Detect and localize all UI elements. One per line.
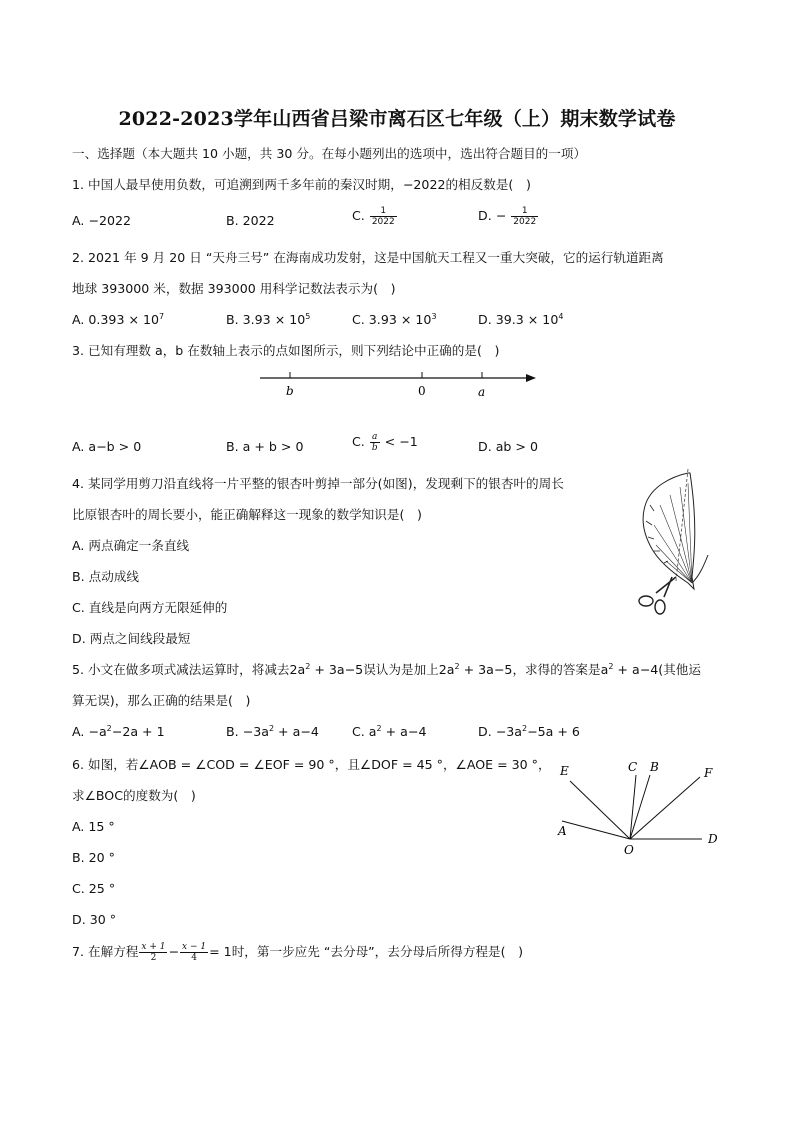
q5-sup2: 2 (454, 661, 460, 671)
q3-c-fraction (370, 432, 380, 453)
q2-line1: 2. 2021 年 9 月 20 日 “天舟三号” 在海南成功发射，这是中国航天工程又一重大突破，它的运行轨道距离 (72, 250, 664, 265)
q6-line1: 6. 如图，若∠AOB = ∠COD = ∠EOF = 90 °，且∠DOF = 45 °，∠AOE = 30 °， (72, 757, 551, 772)
q3-option-b: B. a + b > 0 (226, 439, 304, 454)
q1-option-d (478, 206, 539, 227)
q5-b-b: + a−4 (274, 724, 319, 739)
q5-d-a: D. −3a (478, 724, 522, 739)
q4-option-c: C. 直线是向两方无限延伸的 (72, 600, 228, 615)
q6-option-a: A. 15 ° (72, 819, 115, 834)
q5-l1c: + 3a−5，求得的答案是a (459, 662, 609, 677)
label-a: a (478, 385, 486, 399)
q5-b-a: B. −3a (226, 724, 269, 739)
ray-OE (570, 781, 630, 839)
label-C: C (628, 760, 638, 774)
q5-d-sup: 2 (522, 723, 528, 733)
label-D: D (708, 832, 718, 846)
q5-option-d (478, 724, 580, 739)
q7-prefix: 7. 在解方程 (72, 944, 139, 959)
page-title: 2022-2023学年山西省吕梁市离石区七年级（上）期末数学试卷 (118, 108, 676, 130)
q5-option-c (352, 724, 426, 739)
q1-d-prefix: D. − (478, 208, 507, 223)
q6-option-b: B. 20 ° (72, 850, 115, 865)
q7-fraction-2 (180, 942, 208, 963)
q6-line2: 求∠BOC的度数为( ) (72, 788, 196, 803)
q7-f1-num: x + 1 (141, 942, 166, 952)
q3-option-a: A. a−b > 0 (72, 439, 142, 454)
label-F: F (704, 766, 713, 780)
q2-option-a (72, 312, 164, 327)
ray-OA (562, 821, 630, 839)
q2-option-d (478, 312, 563, 327)
q4-option-b: B. 点动成线 (72, 569, 140, 584)
q2-option-c (352, 312, 437, 327)
q5-l1a: 5. 小文在做多项式减法运算时，将减去2a (72, 662, 306, 677)
q1-c-fraction (370, 206, 397, 227)
number-line-figure (250, 365, 550, 405)
q1-c-num: 1 (370, 206, 397, 217)
q1-d-den: 2022 (513, 217, 537, 227)
q5-b-sup: 2 (268, 723, 275, 733)
q3-c-den: b (371, 443, 378, 453)
q6-option-c: C. 25 ° (72, 881, 116, 896)
ginkgo-leaf-scissors-figure (630, 465, 720, 620)
q3-option-c (352, 432, 418, 453)
q2-a-base: A. 0.393 × 10 (72, 312, 160, 327)
q5-c-sup: 2 (376, 723, 382, 733)
section-heading: 一、选择题（本大题共 10 小题，共 30 分。在每小题列出的选项中，选出符合题目的一项） (72, 146, 587, 161)
q7-f2-num: x − 1 (182, 942, 207, 952)
q4-line1: 4. 某同学用剪刀沿直线将一片平整的银杏叶剪掉一部分(如图)，发现剩下的银杏叶的周长 (72, 476, 564, 491)
label-A: A (558, 824, 567, 838)
q5-line1 (72, 662, 701, 678)
q1-option-b: B. 2022 (226, 213, 275, 228)
q5-d-b: −5a + 6 (527, 724, 580, 739)
q2-c-exp: 3 (431, 311, 437, 321)
q2-d-base: D. 39.3 × 10 (478, 312, 559, 327)
ray-OF (630, 777, 700, 839)
number-line-arrow (526, 374, 536, 382)
angle-figure (550, 755, 730, 860)
q3-c-prefix: C. (352, 434, 365, 449)
q2-a-exp: 7 (159, 311, 165, 321)
label-E: E (560, 764, 569, 778)
q5-option-a (72, 724, 165, 739)
q2-c-base: C. 3.93 × 10 (352, 312, 432, 327)
q7-f2-den: 4 (191, 953, 197, 963)
q7-minus: − (168, 944, 180, 959)
q3-option-d: D. ab > 0 (478, 439, 538, 454)
q5-l1d: + a−4(其他运 (613, 662, 701, 677)
scissors-icon (639, 577, 676, 614)
q2-b-exp: 5 (305, 311, 311, 321)
q2-d-exp: 4 (558, 311, 564, 321)
q5-c-b: + a−4 (381, 724, 427, 739)
q1-c-prefix: C. (352, 208, 365, 223)
q5-sup1: 2 (305, 661, 311, 671)
label-b: b (286, 384, 294, 398)
ginkgo-leaf-icon (643, 473, 708, 589)
q2-line2: 地球 393000 米，数据 393000 用科学记数法表示为( ) (72, 281, 396, 296)
q4-option-a: A. 两点确定一条直线 (72, 538, 190, 553)
q3-stem: 3. 已知有理数 a，b 在数轴上表示的点如图所示，则下列结论中正确的是( ) (72, 343, 500, 358)
q7-f1-den: 2 (150, 953, 157, 963)
q1-stem: 1. 中国人最早使用负数，可追溯到两千多年前的秦汉时期，−2022的相反数是( ) (72, 177, 531, 192)
label-0: 0 (418, 384, 426, 398)
q5-a-a: A. −a (72, 724, 107, 739)
q2-b-base: B. 3.93 × 10 (226, 312, 306, 327)
q1-d-fraction (511, 206, 538, 227)
q3-c-suffix: < −1 (384, 434, 418, 449)
q5-option-b (226, 724, 319, 739)
q6-option-d: D. 30 ° (72, 912, 117, 927)
label-O: O (624, 843, 634, 857)
q2-option-b (226, 312, 310, 327)
q4-option-d: D. 两点之间线段最短 (72, 631, 191, 646)
q1-option-a: A. −2022 (72, 213, 132, 228)
q7-stem (72, 942, 523, 963)
q5-a-sup: 2 (106, 723, 112, 733)
q7-suffix: = 1时，第一步应先 “去分母”，去分母后所得方程是( ) (209, 944, 524, 959)
q3-c-num: a (370, 432, 380, 443)
q5-a-b: −2a + 1 (111, 724, 165, 739)
q5-sup3: 2 (608, 661, 614, 671)
q5-line2: 算无误)，那么正确的结果是( ) (72, 693, 251, 708)
q7-fraction-1 (139, 942, 167, 963)
q4-line2: 比原银杏叶的周长要小，能正确解释这一现象的数学知识是( ) (72, 507, 422, 522)
q1-c-den: 2022 (371, 217, 395, 227)
q1-d-num: 1 (511, 206, 538, 217)
q5-c-a: C. a (352, 724, 377, 739)
label-B: B (650, 760, 659, 774)
q5-l1b: + 3a−5误认为是加上2a (310, 662, 455, 677)
q1-option-c (352, 206, 398, 227)
